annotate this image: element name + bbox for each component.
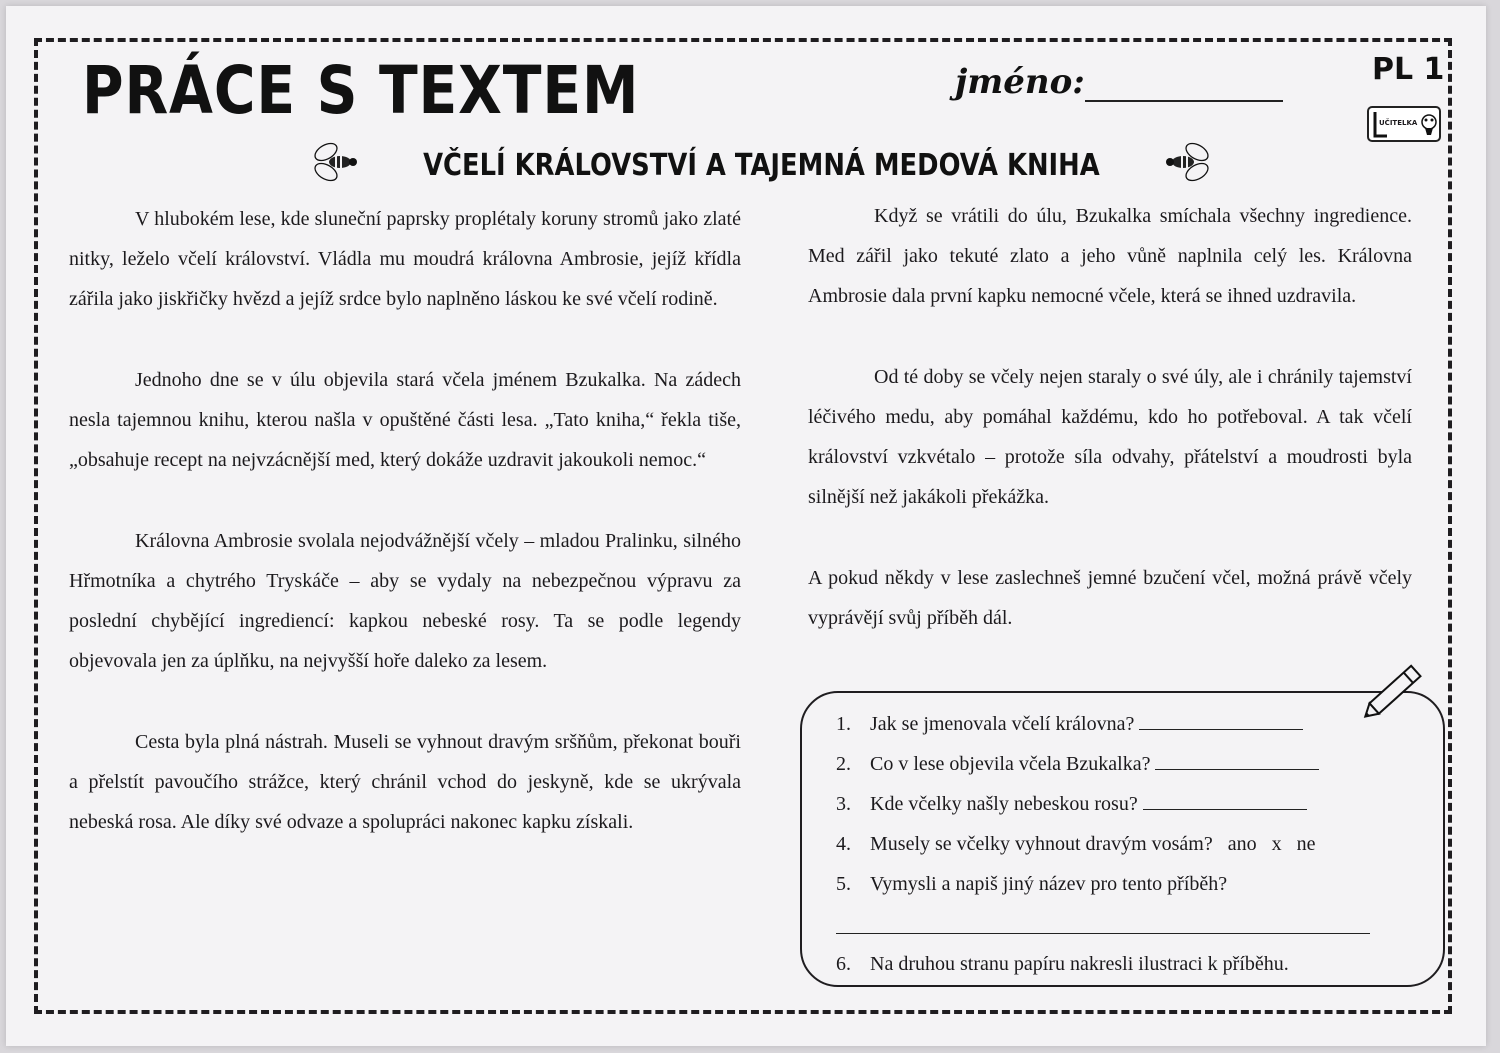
story-paragraph: Cesta byla plná nástrah. Museli se vyhnout dravým sršňům, překonat bouři a přelstít pavoučího strážce, který chránil vchod do jeskyně, kde se ukrývala nebeská rosa. Ale díky své odvaze a spolupráci nakonec kapku získali. [69, 731, 741, 833]
choice-separator: x [1271, 833, 1282, 855]
answer-blank[interactable] [1143, 789, 1307, 810]
question-item [836, 944, 1289, 984]
choice-no[interactable]: ne [1296, 833, 1316, 855]
question-item [836, 744, 1396, 784]
question-item [836, 864, 1396, 904]
story-paragraph: Od té doby se včely nejen staraly o své úly, ale i chránily tajemství léčivého medu, aby pomáhal každému, kdo ho potřeboval. A tak včelí království vzkvétalo – protože síla odvahy, přátelství a moudrosti byla silnější než jakákoli překážka. [808, 366, 1412, 508]
story-title: VČELÍ KRÁLOVSTVÍ A TAJEMNÁ MEDOVÁ KNIHA [423, 147, 1100, 183]
story-paragraph: V hlubokém lese, kde sluneční paprsky proplétaly koruny stromů jako zlaté nitky, leželo včelí království. Vládla mu moudrá královna Ambrosie, jejíž křídla zářila jako jiskřičky hvězd a jejíž srdce bylo naplněno láskou ke své včelí rodině. [69, 208, 741, 310]
question-text: Jak se jmenovala včelí královna? [870, 713, 1135, 735]
question-item [836, 824, 1396, 864]
logo-text: UČITELKA [1379, 119, 1418, 127]
story-paragraph: Jednoho dne se v úlu objevila stará včela jménem Bzukalka. Na zádech nesla tajemnou knihu, kterou našla v opuštěné části lesa. „Tato kniha,“ řekla tiše, „obsahuje recept na nejvzácnější med, který dokáže uzdravit jakoukoli nemoc.“ [69, 369, 741, 471]
logo-icon [1367, 106, 1441, 142]
story-paragraph: Když se vrátili do úlu, Bzukalka smíchala všechny ingredience. Med zářil jako tekuté zlato a jeho vůně naplnila celý les. Královna Ambrosie dala první kapku nemocné včele, která se ihned uzdravila. [808, 205, 1412, 307]
question-item [836, 784, 1396, 824]
question-number: 6. [836, 953, 851, 975]
choice-yes[interactable]: ano [1227, 833, 1257, 855]
answer-line[interactable] [836, 933, 1370, 934]
question-number: 2. [836, 753, 851, 775]
questions-list [836, 704, 1396, 904]
question-text: Kde včelky našly nebeskou rosu? [870, 793, 1138, 815]
bee-icon [310, 138, 360, 193]
subtitle-row [310, 140, 1170, 190]
sheet-code: PL 1 [1372, 52, 1445, 87]
question-item [836, 704, 1396, 744]
question-text: Co v lese objevila včela Bzukalka? [870, 753, 1151, 775]
answer-blank[interactable] [1155, 749, 1319, 770]
name-field[interactable] [1085, 100, 1283, 102]
page-title: PRÁCE S TEXTEM [82, 52, 640, 129]
question-number: 4. [836, 833, 851, 855]
question-number: 3. [836, 793, 851, 815]
question-text: Vymysli a napiš jiný název pro tento příběh? [870, 873, 1228, 895]
story-column-right [808, 196, 1412, 679]
story-paragraph: A pokud někdy v lese zaslechneš jemné bzučení včel, možná právě včely vyprávějí svůj příběh dál. [808, 567, 1412, 629]
answer-blank[interactable] [1139, 709, 1303, 730]
question-text: Musely se včelky vyhnout dravým vosám? [870, 833, 1213, 855]
question-number: 1. [836, 713, 851, 735]
question-text: Na druhou stranu papíru nakresli ilustraci k příběhu. [870, 953, 1289, 975]
question-number: 5. [836, 873, 851, 895]
story-column-left [69, 199, 741, 883]
name-label: jméno: [955, 62, 1085, 102]
story-paragraph: Královna Ambrosie svolala nejodvážnější včely – mladou Pralinku, silného Hřmotníka a chytrého Tryskáče – aby se vydaly na nebezpečnou výpravu za poslední chybějící ingrediencí: kapkou nebeské rosy. Ta se podle legendy objevovala jen za úplňku, na nejvyšší hoře daleko za lesem. [69, 530, 741, 672]
bee-icon [1163, 138, 1213, 193]
